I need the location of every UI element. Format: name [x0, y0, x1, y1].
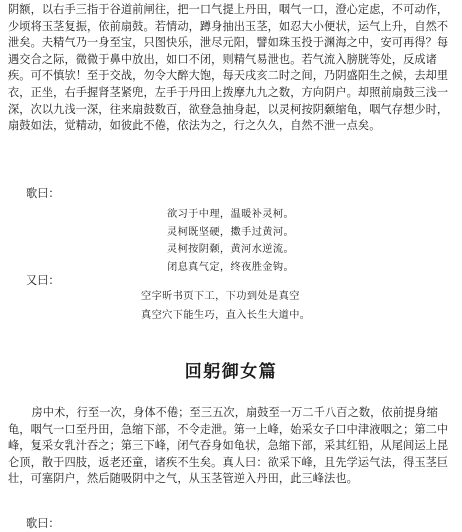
song-verses — [167, 206, 294, 276]
paragraph-chapter — [8, 405, 455, 488]
again-verses — [141, 288, 310, 325]
again-label: 又曰： — [26, 274, 60, 287]
paragraph-chapter-text: 房中术，行至一次，身体不倦；至三五次，扇鼓至一万二千八百之数，依前提身缩龟，咽气一口至丹田，急缩下部，不令走泄。第一上峰，始采女子口中津液咽之；第二中峰，复采女乳汁吞之；第三下峰，闭气吞身如龟状，急缩下部，采其红铅，从尾闾运上昆仑顶，散于四肢，返老还童，诸疾不生矣。真人曰：欲采下峰，且先学运气法，得玉茎巨壮，可塞阴户，然后随吸阴中之气，从玉茎管逆入丹田，此三峰法也。 — [8, 406, 449, 486]
again-verse-line: 真空穴下能生巧，直入长生大道中。 — [141, 309, 311, 321]
chapter-title: 回躬御女篇 — [184, 362, 278, 382]
song-label: 歌曰： — [26, 187, 60, 200]
song-verse-line: 灵柯按阴颡，黄河水逆流。 — [167, 244, 295, 256]
paragraph-method-text: 阴额，以右手三指于谷道前闸往，把一口气提上丹田，咽气一口，澄心定虑，不可动作，少顷将玉茎复振，依前扇鼓。若情动，蹲身抽出玉茎，如忍大小便状，运气上升，自然不泄矣。夫精气乃一身至宝，只图快乐，泄尽元阳，譬如珠玉投于渊海之中，安可再得？每遇交合之际，微微于鼻中放出，如口不闭，则精气易泄也。若气流入膀胱等处，反成诸疾。可不慎欤！至于交战，勿令大醉大饱，每天戌亥二时之间，乃阴盛阳生之候，去却里衣，正坐，右手握肾茎紧兜，左手于丹田上拨摩九九之数，方向阴户。却照前扇鼓三浅一深，次以九浅一深，往来扇鼓数百，欲登急抽身起，以灵柯按阴颡缩龟，咽气存想少时，扇鼓如法，觉精动，如彼此不倦，依法为之，行之久久，自然不泄一点矣。 — [8, 3, 449, 133]
song-verse-line: 闭息真气定，终夜胜金钩。 — [167, 261, 295, 273]
song-verse-line: 欲习于中理，温暖补灵柯。 — [167, 209, 295, 220]
chapter-song-label: 歌曰： — [26, 517, 60, 530]
again-verse-line: 空字昕书页下工，下功到处是真空 — [141, 291, 300, 302]
paragraph-method — [8, 2, 455, 135]
song-verse-line: 灵柯既坚硬，擞手过黄河。 — [167, 226, 295, 238]
